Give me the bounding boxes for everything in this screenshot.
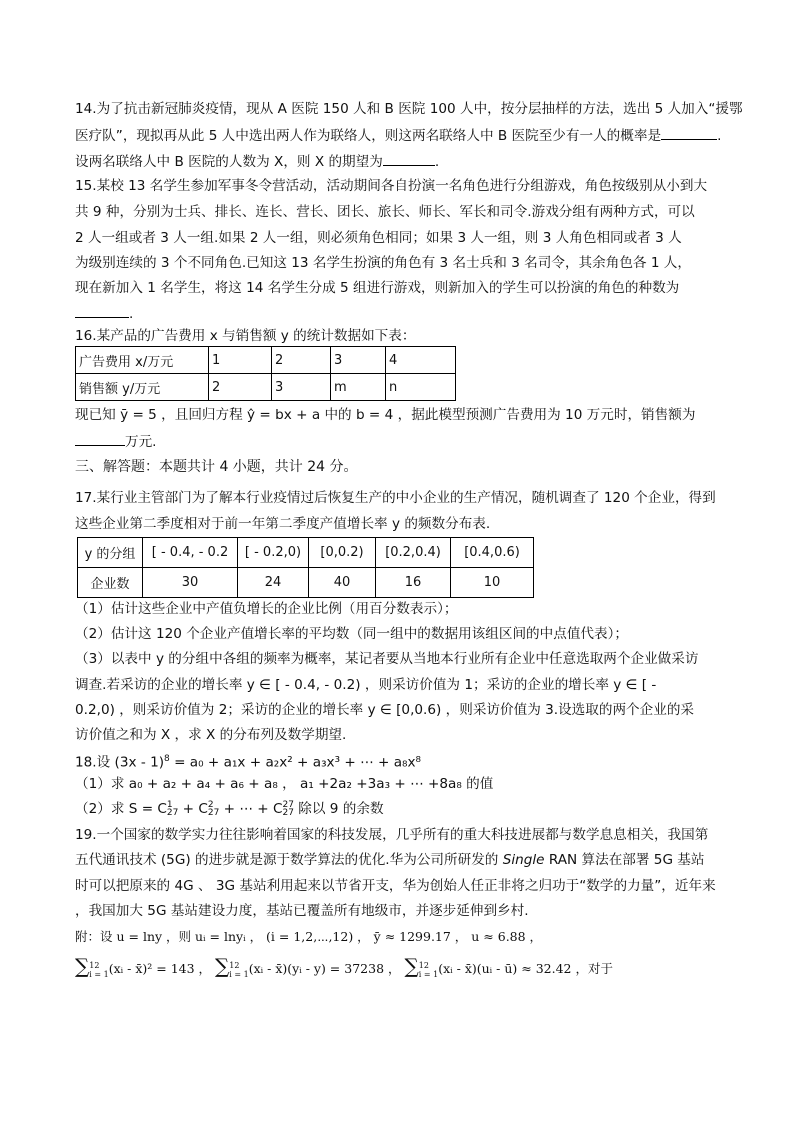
table-row <box>76 347 456 374</box>
q16-after-1: 现已知 ȳ = 5 ，且回归方程 ŷ = bx + a 中的 b = 4 ，据此模型预测广告费用为 10 万元时，销售额为 <box>75 407 696 423</box>
table-cell: 4 <box>386 347 456 374</box>
q17-part-3-line-3: 0.2,0) ，则采访价值为 2；采访的企业的增长率 y ∈ [0,0.6) ，则采访价值为 3.设选取的两个企业的采 <box>75 702 695 718</box>
q16-intro: 16.某产品的广告费用 x 与销售额 y 的统计数据如下表： <box>75 328 416 344</box>
table-row <box>78 568 534 598</box>
table-cell: 广告费用 x/万元 <box>76 347 209 374</box>
q19-line-5: 附：设 u = lny ，则 uᵢ = lnyᵢ ， (i = 1,2,⋯,12) ， ȳ ≈ 1299.17 ， u ≈ 6.88 ， <box>75 929 543 944</box>
table-cell: 40 <box>309 568 376 598</box>
table-row <box>78 538 534 568</box>
q14-line-2: 医疗队”，现拟再从此 5 人中选出两人作为联络人，则这两名联络人中 B 医院至少有一人的概率是 . <box>75 125 721 146</box>
answer-blank[interactable] <box>75 303 129 318</box>
table-cell: 1 <box>209 347 272 374</box>
q15-line-5: 现在新加入 1 名学生，将这 14 名学生分成 5 组进行游戏，则新加入的学生可以扮演的角色的种数为 <box>75 280 680 296</box>
q19-line-4: ，我国加大 5G 基站建设力度，基站已覆盖所有地级市，并逐步延伸到乡村. <box>75 903 529 919</box>
table-cell: 10 <box>451 568 534 598</box>
q18-line-1: 18.设 (3x - 1)$^8$ = a₀ + a₁x + a₂x² + a₃x³ + ⋯ + a₈x⁸ <box>75 754 421 771</box>
q19-line-2: 五代通讯技术 (5G) 的进步就是源于数学算法的优化.华为公司所研发的 Single RAN 算法在部署 5G 基站 <box>75 852 705 868</box>
q17-part-2: （2）估计这 120 个企业产值增长率的平均数（同一组中的数据用该组区间的中点值代表）； <box>75 626 628 642</box>
table-cell: 2 <box>272 347 331 374</box>
table-cell: [0.2,0.4) <box>376 538 451 568</box>
table-cell: 2 <box>209 374 272 401</box>
table-cell: n <box>386 374 456 401</box>
q19-line-1: 19.一个国家的数学实力往往影响着国家的科技发展，几乎所有的重大科技进展都与数学息息相关，我国第 <box>75 827 709 843</box>
q15-line-2: 共 9 种，分别为士兵、排长、连长、营长、团长、旅长、师长、军长和司令.游戏分组有两种方式，可以 <box>75 204 695 220</box>
table-cell: 3 <box>331 347 386 374</box>
sum-symbol: ∑ <box>75 954 90 978</box>
sum-symbol: ∑ <box>404 954 419 978</box>
table-cell: 3 <box>272 374 331 401</box>
q14-line-1: 14.为了抗击新冠肺炎疫情，现从 A 医院 150 人和 B 医院 100 人中，按分层抽样的方法，选出 5 人加入“援鄂 <box>75 101 743 117</box>
q17-part-3-line-2: 调查.若采访的企业的增长率 y ∈ [ - 0.4, - 0.2) ，则采访价值为 1；采访的企业的增长率 y ∈ [ - <box>75 677 657 693</box>
q15-line-4: 为级别连续的 3 个不同角色.已知这 13 名学生扮演的角色有 3 名士兵和 3 名司令，其余角色各 1 人， <box>75 255 691 271</box>
q19-line-3: 时可以把原来的 4G 、 3G 基站利用起来以节省开支，华为创始人任正非将之归功于“数学的力量”，近年来 <box>75 878 716 894</box>
table-cell: [0.4,0.6) <box>451 538 534 568</box>
table-cell: [0,0.2) <box>309 538 376 568</box>
table-cell: 24 <box>238 568 309 598</box>
q18-part-2: （2）求 S = C 1 27 + C 2 27 + ⋯ + C 27 27 除以 9 的余数 <box>75 800 384 818</box>
q17-line-1: 17.某行业主管部门为了解本行业疫情过后恢复生产的中小企业的生产情况，随机调查了 120 个企业，得到 <box>75 490 716 506</box>
answer-blank[interactable] <box>383 151 435 166</box>
q17-part-1: （1）估计这些企业中产值负增长的企业比例（用百分数表示）； <box>75 601 458 617</box>
q14-line-3: 设两名联络人中 B 医院的人数为 X，则 X 的期望为 . <box>75 151 439 172</box>
q16-after-2: 万元. <box>75 431 157 452</box>
growth-rate-table <box>77 537 534 598</box>
table-cell: [ - 0.2,0) <box>238 538 309 568</box>
q17-line-2: 这些企业第二季度相对于前一年第二季度产值增长率 y 的频数分布表. <box>75 516 491 532</box>
table-cell: [ - 0.4, - 0.2 <box>143 538 238 568</box>
q17-part-3-line-1: （3）以表中 y 的分组中各组的频率为概率，某记者要从当地本行业所有企业中任意选取两个企业做采访 <box>75 651 699 667</box>
q15-line-6: . <box>75 303 133 324</box>
table-cell: 16 <box>376 568 451 598</box>
table-cell: 企业数 <box>78 568 143 598</box>
q17-part-3-line-4: 访价值之和为 X ，求 X 的分布列及数学期望. <box>75 727 347 743</box>
table-row <box>76 374 456 401</box>
q15-line-3: 2 人一组或者 3 人一组.如果 2 人一组，则必须角色相同；如果 3 人一组，则 3 人角色相同或者 3 人 <box>75 230 682 246</box>
q15-line-1: 15.某校 13 名学生参加军事冬令营活动，活动期间各自扮演一名角色进行分组游戏，角色按级别从小到大 <box>75 178 708 194</box>
table-cell: y 的分组 <box>78 538 143 568</box>
table-cell: m <box>331 374 386 401</box>
sum-symbol: ∑ <box>215 954 230 978</box>
section-heading: 三、解答题：本题共计 4 小题，共计 24 分。 <box>75 459 358 475</box>
answer-blank[interactable] <box>661 125 717 140</box>
ad-sales-table <box>75 346 456 401</box>
table-cell: 30 <box>143 568 238 598</box>
answer-blank[interactable] <box>75 431 125 446</box>
q18-part-1: （1）求 a₀ + a₂ + a₄ + a₆ + a₈ ， a₁ +2a₂ +3a₃ + ⋯ +8a₈ 的值 <box>75 776 494 792</box>
q19-line-6: ∑ 12 i = 1 (xᵢ - x̄)² = 143 ， ∑ 12 i = 1 (xᵢ - x̄)(yᵢ - y) = 37238 ， ∑ 12 i = 1 (xᵢ - x̄)(uᵢ - ū) ≈ 32.42 ，对于 <box>75 954 613 979</box>
table-cell: 销售额 y/万元 <box>76 374 209 401</box>
